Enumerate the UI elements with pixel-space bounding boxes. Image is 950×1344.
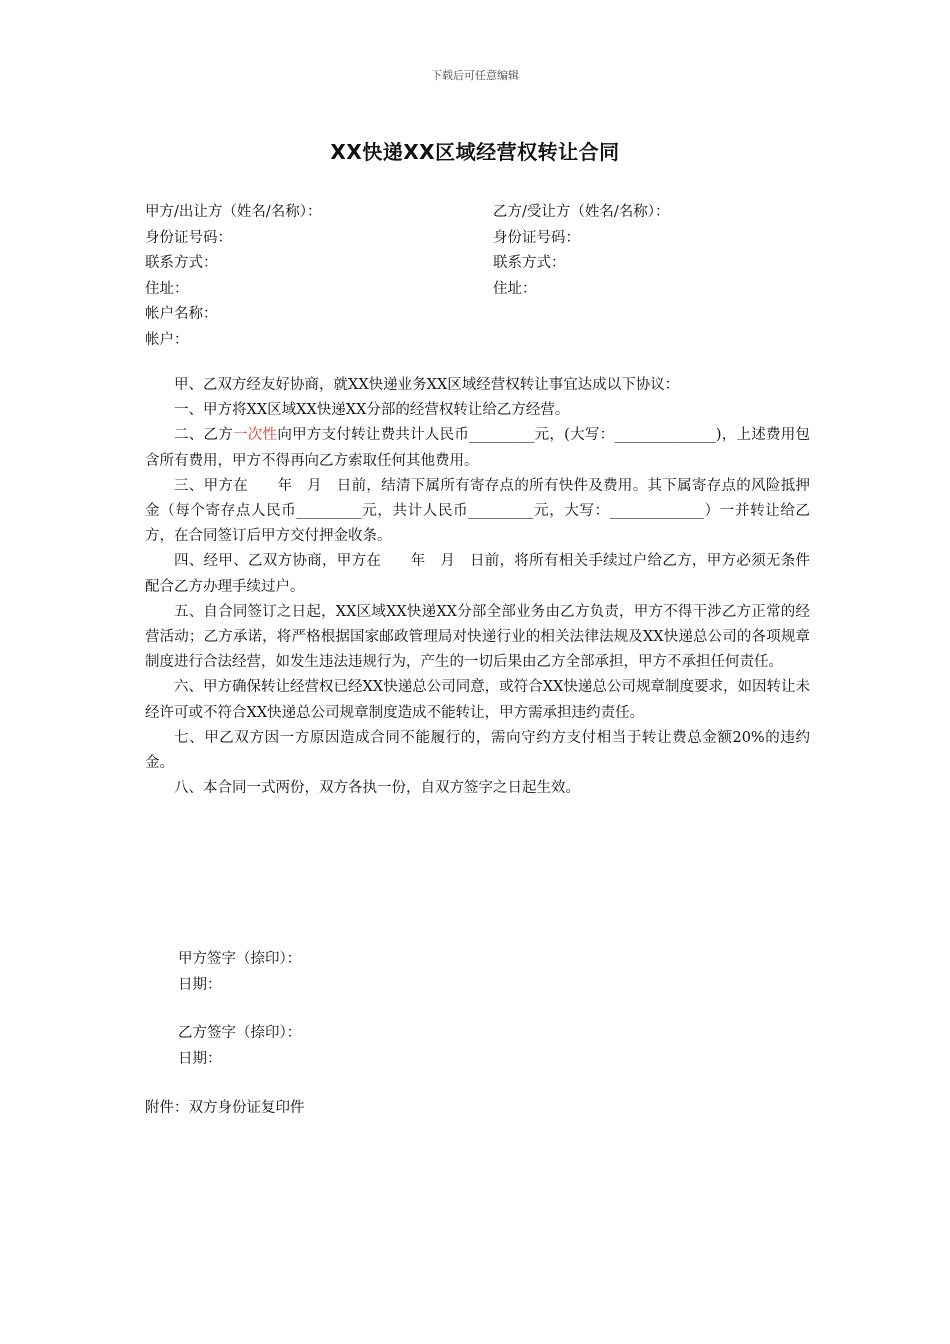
party-row bbox=[145, 277, 810, 303]
party-a-account-label: 帐户： bbox=[145, 331, 189, 348]
party-a-date-label: 日期： bbox=[178, 976, 222, 993]
party-b-id-label: 身份证号码： bbox=[493, 229, 580, 246]
clause-8: 八、本合同一式两份，双方各执一份，自双方签字之日起生效。 bbox=[174, 780, 580, 797]
clause-7: 七、甲乙双方因一方原因造成合同不能履行的，需向守约方支付相当于转让费总金额20%的违约金。 bbox=[145, 729, 810, 772]
party-b-name-label: 乙方/受让方（姓名/名称）： bbox=[493, 204, 670, 220]
party-a-address-label: 住址： bbox=[145, 280, 189, 297]
party-row bbox=[145, 200, 810, 226]
contract-body bbox=[145, 373, 810, 801]
clause-intro: 甲、乙双方经友好协商，就XX快递业务XX区域经营权转让事宜达成以下协议： bbox=[174, 377, 680, 393]
document-title: XX快递XX区域经营权转让合同 bbox=[330, 140, 620, 164]
party-row bbox=[145, 302, 810, 328]
party-a-contact-label: 联系方式： bbox=[145, 255, 218, 271]
clause-4: 四、经甲、乙双方协商，甲方在 年 月 日前，将所有相关手续过户给乙方，甲方必须无条件配合乙方办理手续过户。 bbox=[145, 553, 810, 595]
party-a-id-label: 身份证号码： bbox=[145, 229, 232, 246]
signature-block bbox=[178, 947, 301, 1072]
party-b-date-label: 日期： bbox=[178, 1050, 222, 1067]
clause-3: 三、甲方在 年 月 日前，结清下属所有寄存点的所有快件及费用。其下属寄存点的风险抵押金（每个寄存点人民币_________元，共计人民币_________元，大写：_____________）一并转让给乙方，在合同签订后甲方交付押金收条。 bbox=[145, 477, 810, 545]
clause-2-start: 二、乙方 bbox=[174, 427, 234, 444]
signature-gap bbox=[178, 998, 301, 1021]
party-a-account-name-label: 帐户名称： bbox=[145, 306, 218, 322]
clause-6: 六、甲方确保转让经营权已经XX快递总公司同意，或符合XX快递总公司规章制度要求，如因转让未经许可或不符合XX快递总公司规章制度造成不能转让，甲方需承担违约责任。 bbox=[145, 679, 810, 721]
clause-2-rest: 向甲方支付转让费共计人民币_________元，(大写：______________)，上述费用包含所有费用，甲方不得再向乙方索取任何其他费用。 bbox=[145, 427, 811, 469]
party-row-empty bbox=[493, 302, 810, 328]
party-a-signature-label: 甲方签字（捺印）： bbox=[178, 951, 302, 967]
party-row-empty bbox=[493, 328, 810, 354]
clause-5: 五、自合同签订之日起，XX区域XX快递XX分部全部业务由乙方负责，甲方不得干涉乙方正常的经营活动；乙方承诺，将严格根据国家邮政管理局对快递行业的相关法律法规及XX快递总公司的各项规章制度进行合法经营，如发生违法违规行为，产生的一切后果由乙方全部承担，甲方不承担任何责任。 bbox=[145, 603, 810, 671]
parties-info bbox=[145, 200, 810, 353]
party-b-signature-label: 乙方签字（捺印）： bbox=[178, 1025, 302, 1041]
clause-1: 一、甲方将XX区域XX快递XX分部的经营权转让给乙方经营。 bbox=[174, 402, 570, 419]
party-a-name-label: 甲方/出让方（姓名/名称）： bbox=[145, 204, 322, 220]
clause-2-highlight: 一次性 bbox=[233, 427, 278, 444]
header-note: 下载后可任意编辑 bbox=[431, 69, 519, 82]
party-b-contact-label: 联系方式： bbox=[493, 255, 566, 271]
attachment-note: 附件：双方身份证复印件 bbox=[145, 1100, 305, 1116]
clause-2 bbox=[145, 423, 810, 473]
party-row bbox=[145, 251, 810, 277]
party-row bbox=[145, 226, 810, 252]
party-row bbox=[145, 328, 810, 354]
party-b-address-label: 住址： bbox=[493, 280, 537, 297]
